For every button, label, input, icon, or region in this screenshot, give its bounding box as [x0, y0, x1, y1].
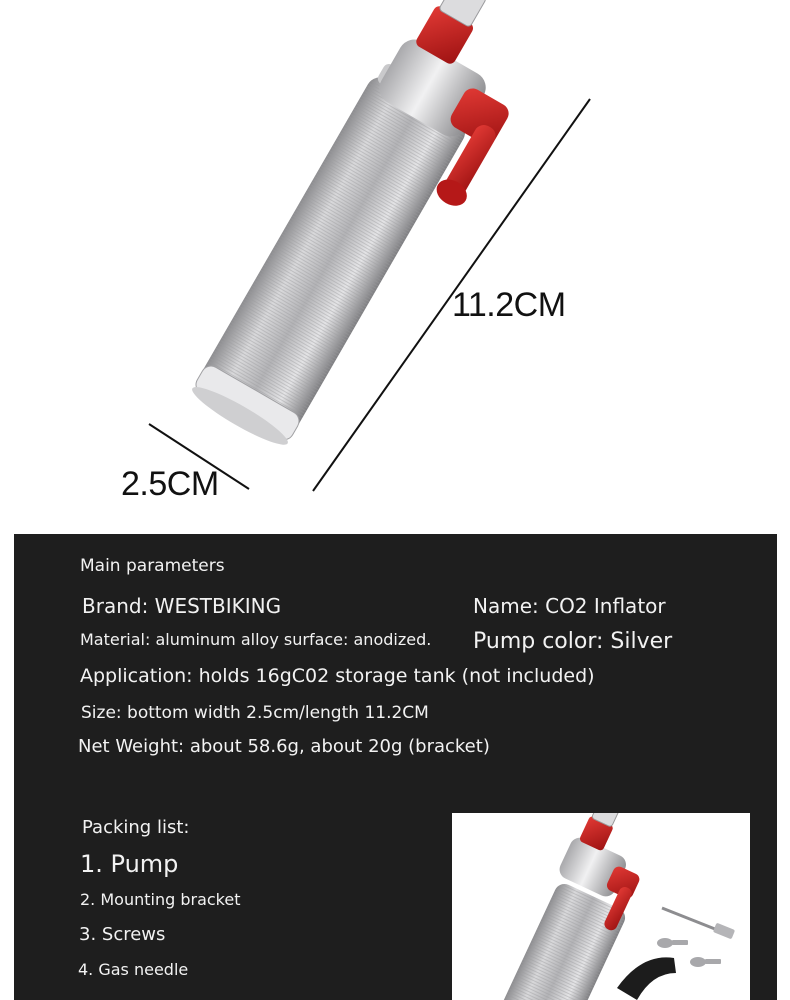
pump-color-text: Pump color: Silver	[473, 629, 673, 654]
packing-list-heading: Packing list:	[82, 817, 190, 838]
name-text: Name: CO2 Inflator	[473, 594, 666, 618]
material-text: Material: aluminum alloy surface: anodized.	[80, 630, 432, 649]
width-dimension-label: 2.5CM	[121, 465, 219, 503]
packing-item: 4. Gas needle	[78, 960, 189, 979]
main-parameters-heading: Main parameters	[80, 556, 225, 576]
application-text: Application: holds 16gC02 storage tank (not included)	[80, 665, 595, 687]
brand-text: Brand: WESTBIKING	[82, 594, 282, 618]
packing-item: 2. Mounting bracket	[80, 890, 241, 909]
package-contents-photo	[452, 813, 750, 1000]
net-weight-text: Net Weight: about 58.6g, about 20g (bracket)	[78, 736, 490, 757]
packing-item: 3. Screws	[79, 924, 166, 945]
packing-item: 1. Pump	[80, 850, 179, 878]
length-dimension-label: 11.2CM	[452, 286, 566, 324]
size-text: Size: bottom width 2.5cm/length 11.2CM	[81, 703, 429, 723]
